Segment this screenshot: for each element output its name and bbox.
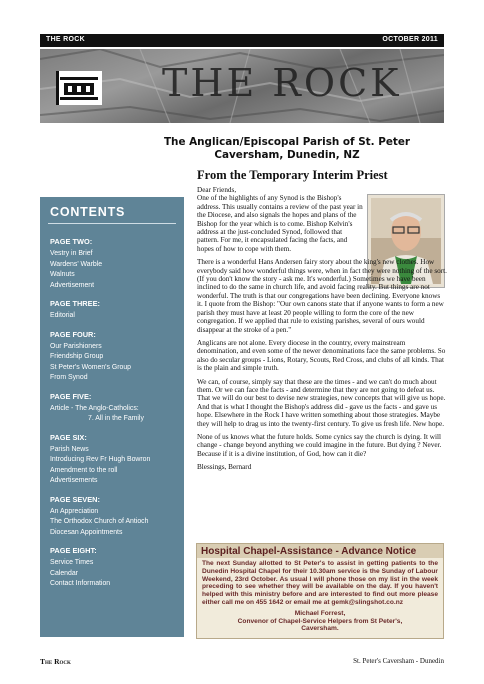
contents-item: St Peter's Women's Group xyxy=(50,363,132,371)
contents-item: Parish News xyxy=(50,445,89,453)
signoff: Blessings, Bernard xyxy=(197,463,252,472)
contents-title: CONTENTS xyxy=(50,205,126,219)
contents-item: An Appreciation xyxy=(50,507,99,515)
contents-section xyxy=(50,546,180,590)
notice-title: Hospital Chapel-Assistance - Advance Notice xyxy=(197,544,443,558)
paragraph-3: Anglicans are not alone. Every diocese in the country, every mainstream denomination, and even some of the newer denominations face the same problems. So also do secular groups - Lions, Rotary, Scouts, Red Cross, and clubs of all kinds. That is the plain and simple truth. xyxy=(197,338,446,373)
footer-parish: St. Peter's Caversham - Dunedin xyxy=(353,657,444,665)
contents-section-heading: PAGE SEVEN: xyxy=(50,494,100,504)
parish-line-1: The Anglican/Episcopal Parish of St. Peter xyxy=(163,136,411,148)
article-headline: From the Temporary Interim Priest xyxy=(197,168,388,182)
contents-section-heading: PAGE FIVE: xyxy=(50,391,92,401)
contents-item: Amendment to the roll xyxy=(50,466,118,474)
contents-section xyxy=(50,495,180,539)
contents-section-heading: PAGE EIGHT: xyxy=(50,546,97,555)
contents-item: Article - The Anglo-Catholics: xyxy=(50,404,139,412)
article-body xyxy=(197,186,447,477)
paragraph-4: We can, of course, simply say that these are the times - and we can't do much about them. Or we can face the facts - and determine that they are not going to defeat us. That we will do our best to devise new strategies, new concepts that will give us hope. And that is what I thought the Bishop's address did - gave us the facts - and gave us hope. Elsewhere in the Rock I have written something about those strategies. Maybe they will help to drag us into the twenty-first century. To give us fresh life. New hope. xyxy=(197,377,446,428)
notice-signature xyxy=(197,607,443,633)
parish-name xyxy=(130,136,444,162)
parish-line-2: Caversham, Dunedin, NZ xyxy=(214,149,360,161)
greeting: Dear Friends, xyxy=(197,186,237,194)
signature-name: Michael Forrest, xyxy=(294,609,346,617)
contents-item: Diocesan Appointments xyxy=(50,528,123,536)
contents-section xyxy=(50,237,180,291)
contents-item: The Orthodox Church of Antioch xyxy=(50,518,149,525)
newsletter-title: THE ROCK xyxy=(162,61,402,105)
contents-item: Editorial xyxy=(50,312,75,319)
paragraph-1: One of the highlights of any Synod is the Bishop's address. This usually contains a review of the past year in the Diocese, and also signals the hopes and plans of the Bishop for the year which is to come. Bishop Kelvin's address at the just-concluded Synod, followed that pattern. For me, it encapsulated facing the facts, and hopes of how to cope with them. xyxy=(197,194,363,253)
contents-item: Walnuts xyxy=(50,271,75,278)
contents-section-heading: PAGE FOUR: xyxy=(50,329,96,339)
contents-item: Vestry in Brief xyxy=(50,250,93,257)
contents-list xyxy=(50,229,180,590)
contents-section-heading: PAGE SIX: xyxy=(50,432,87,442)
contents-section xyxy=(50,433,180,487)
contents-section-heading: PAGE THREE: xyxy=(50,299,100,308)
contents-item: Friendship Group xyxy=(50,353,104,360)
contents-item: Service Times xyxy=(50,559,94,566)
contents-item: Wardens' Warble xyxy=(50,260,103,268)
contents-item: Advertisements xyxy=(50,477,98,484)
contents-section-heading: PAGE TWO: xyxy=(50,237,93,246)
contents-item: Advertisement xyxy=(50,281,95,289)
paragraph-2: There is a wonderful Hans Andersen fairy story about the king's new clothes. How everybody said how wonderful things were, when in fact they were nothing of the sort. (If you don't know the story - ask me. It's wonderful.) Sometimes we have been inclined to do the same in church life, and avoid facing reality. But things are not wonderful. The truth is that our congregations have been declining. Everyone knows it. I quote from the Bishop: "Our own canons state that if anyone wants to form a new parish they must have at least 20 people willing to form the core of the new congregation. If we applied that rule to existing parishes, several of ours would disappear at the stroke of a pen." xyxy=(197,258,447,334)
issue-date: OCTOBER 2011 xyxy=(382,36,438,43)
contents-item: From Synod xyxy=(50,374,88,381)
signature-role: Convenor of Chapel-Service Helpers from St Peter's, xyxy=(237,617,403,625)
contents-item: Introducing Rev Fr Hugh Bowron xyxy=(50,456,151,463)
top-bar xyxy=(40,34,444,47)
contents-item: Contact Information xyxy=(50,580,111,587)
contents-item: Calendar xyxy=(50,569,78,577)
contents-section xyxy=(50,299,180,322)
signature-place: Caversham. xyxy=(301,625,339,633)
contents-sidebar xyxy=(40,197,184,637)
contents-divider xyxy=(48,223,176,224)
masthead-label: THE ROCK xyxy=(46,36,85,43)
hospital-chapel-notice xyxy=(196,543,444,639)
notice-text: The next Sunday allotted to St Peter's to assist in getting patients to the Dunedin Hospital Chapel for their 10.30am service is the Sunday of Labour Weekend, 23rd October. As usual I will phone those on my list in the week preceding to see whether they will be available on the day. If you haven't helped with this ministry before and are interested to find out more please either call me on 455 1642 or email me at gemk@slingshot.co.nz xyxy=(202,560,438,606)
footer-title: The Rock xyxy=(40,657,71,666)
church-logo-icon xyxy=(56,71,102,105)
masthead-banner xyxy=(40,49,444,123)
contents-item: 7. All in the Family xyxy=(88,415,144,422)
paragraph-5: None of us knows what the future holds. Some cynics say the church is dying. It will change - change beyond anything we could imagine in the future. But dying ? Never. Because if it is a divine institution, of God, how can it die? xyxy=(197,432,442,458)
contents-item: Our Parishioners xyxy=(50,342,102,350)
contents-section xyxy=(50,330,180,384)
contents-section xyxy=(50,392,180,425)
